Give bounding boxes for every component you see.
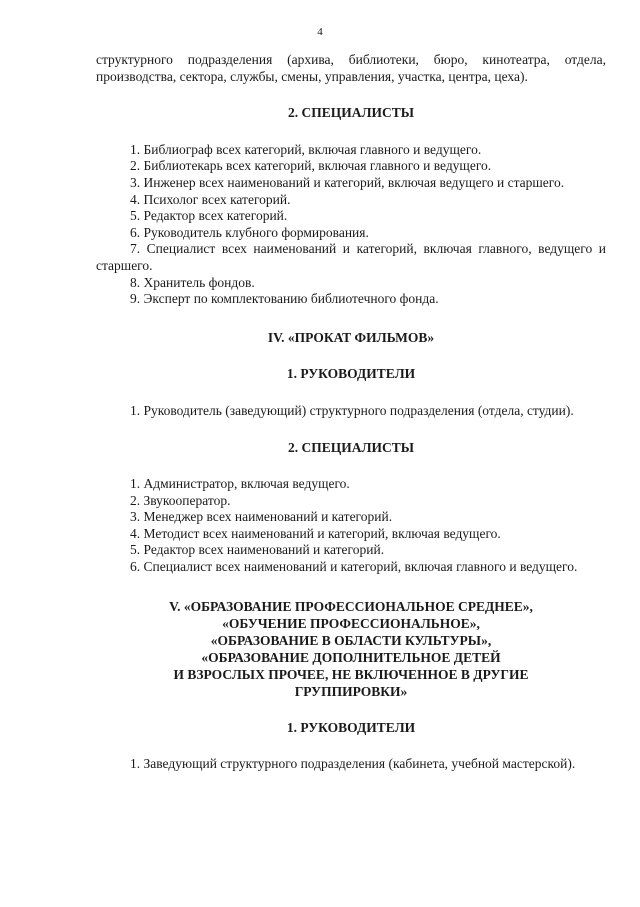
list-item: 1. Администратор, включая ведущего. bbox=[130, 476, 350, 492]
section-heading-leaders: 1. РУКОВОДИТЕЛИ bbox=[286, 366, 416, 382]
section-title-film-rental: IV. «ПРОКАТ ФИЛЬМОВ» bbox=[267, 329, 435, 345]
list-item: 2. Библиотекарь всех категорий, включая главного и ведущего. bbox=[130, 158, 492, 174]
leaders-list bbox=[96, 403, 606, 420]
list-item: 6. Руководитель клубного формирования. bbox=[130, 224, 369, 240]
list-item: 1. Руководитель (заведующий) структурного подразделения (отдела, студии). bbox=[130, 402, 574, 418]
list-item: 3. Менеджер всех наименований и категорий. bbox=[130, 509, 393, 525]
list-item: 5. Редактор всех категорий. bbox=[130, 208, 288, 224]
section-heading-specialists: 2. СПЕЦИАЛИСТЫ bbox=[287, 105, 415, 121]
page-content bbox=[96, 52, 606, 773]
section-heading-specialists: 2. СПЕЦИАЛИСТЫ bbox=[287, 439, 415, 455]
list-item: 1. Библиограф всех категорий, включая главного и ведущего. bbox=[130, 141, 482, 157]
leaders-list bbox=[96, 756, 606, 773]
list-item: 2. Звукооператор. bbox=[130, 492, 231, 508]
section-title-education bbox=[96, 598, 606, 700]
list-item: 9. Эксперт по комплектованию библиотечного фонда. bbox=[130, 291, 439, 307]
intro-paragraph: структурного подразделения (архива, библиотеки, бюро, кинотеатра, отдела, производства, сектора, службы, смены, управления, участка, центра, цеха). bbox=[96, 52, 606, 84]
list-item: 4. Психолог всех категорий. bbox=[130, 191, 291, 207]
list-item: 1. Заведующий структурного подразделения (кабинета, учебной мастерской). bbox=[130, 756, 576, 772]
section-title-line: «ОБРАЗОВАНИЕ ДОПОЛНИТЕЛЬНОЕ ДЕТЕЙ bbox=[201, 649, 501, 665]
list-item: 8. Хранитель фондов. bbox=[130, 274, 255, 290]
page-number: 4 bbox=[317, 26, 323, 38]
section-title-line: ГРУППИРОВКИ» bbox=[294, 683, 408, 699]
specialists-list bbox=[96, 142, 606, 308]
list-item: 6. Специалист всех наименований и категорий, включая главного и ведущего. bbox=[130, 559, 578, 575]
section-title-line: V. «ОБРАЗОВАНИЕ ПРОФЕССИОНАЛЬНОЕ СРЕДНЕЕ», bbox=[169, 598, 533, 614]
list-item: 3. Инженер всех наименований и категорий, включая ведущего и старшего. bbox=[130, 174, 565, 190]
section-title-line: «ОБУЧЕНИЕ ПРОФЕССИОНАЛЬНОЕ», bbox=[222, 615, 480, 631]
list-item: 4. Методист всех наименований и категорий, включая ведущего. bbox=[130, 525, 501, 541]
specialists-list bbox=[96, 476, 606, 576]
list-item: 5. Редактор всех наименований и категорий. bbox=[130, 542, 385, 558]
list-item: 7. Специалист всех наименований и категорий, включая главного, ведущего и старшего. bbox=[96, 241, 606, 273]
section-title-line: И ВЗРОСЛЫХ ПРОЧЕЕ, НЕ ВКЛЮЧЕННОЕ В ДРУГИЕ bbox=[173, 666, 529, 682]
section-title-line: «ОБРАЗОВАНИЕ В ОБЛАСТИ КУЛЬТУРЫ», bbox=[210, 632, 492, 648]
section-heading-leaders: 1. РУКОВОДИТЕЛИ bbox=[286, 719, 416, 735]
